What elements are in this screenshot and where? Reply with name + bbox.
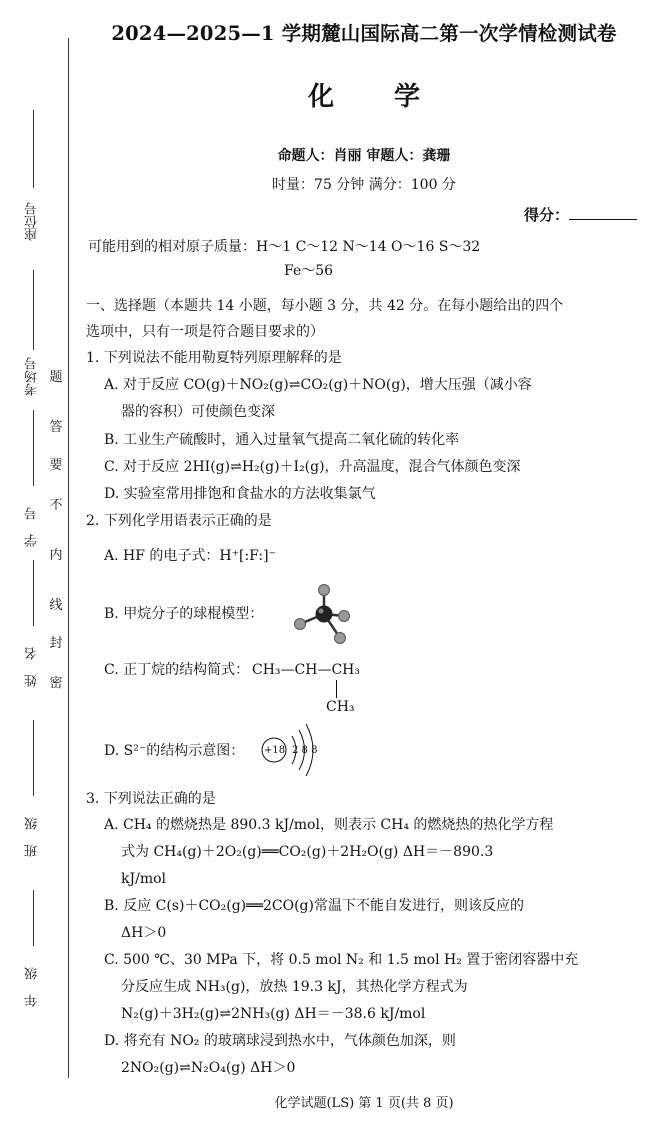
q1-option-d: D. 实验室常用排饱和食盐水的方法收集氯气 xyxy=(104,486,376,502)
seat-label: 座位号 xyxy=(25,202,40,242)
margin-field-student-no xyxy=(22,410,44,550)
q3-option-c-cont: 分反应生成 NH₃(g)，放热 19.3 kJ，其热化学方程式为 xyxy=(121,979,468,995)
question-stem: 2. 下列化学用语表示正确的是 xyxy=(86,513,272,529)
q3-option-d: D. 将充有 NO₂ 的玻璃球浸到热水中，气体颜色加深，则 xyxy=(104,1033,456,1049)
subject-title: 化学 xyxy=(307,82,480,112)
butane-branch-bond xyxy=(336,680,337,698)
question-stem: 1. 下列说法不能用勒夏特列原理解释的是 xyxy=(86,350,342,366)
seal-char: 要 xyxy=(49,458,63,473)
score-field xyxy=(524,204,637,225)
page-footer: 化学试题(LS) 第 1 页(共 8 页) xyxy=(274,1096,454,1111)
methane-model-image xyxy=(288,580,358,650)
binding-line xyxy=(68,38,69,1078)
q3-option-a-cont: 式为 CH₄(g)＋2O₂(g)══CO₂(g)＋2H₂O(g) ΔH＝－890.3 xyxy=(121,844,494,860)
seal-char: 封 xyxy=(49,636,63,651)
q1-option-a: A. 对于反应 CO(g)＋NO₂(g)⇌CO₂(g)＋NO(g)，增大压强（减小容 xyxy=(104,377,532,393)
q3-option-d-cont: 2NO₂(g)⇌N₂O₄(g) ΔH＞0 xyxy=(121,1060,296,1076)
atomic-masses-line1: 可能用到的相对原子质量：H～1 C～12 N～14 O～16 S～32 xyxy=(88,239,481,255)
margin-field-name xyxy=(22,560,44,710)
binding-margin xyxy=(0,0,74,1122)
seal-char: 答 xyxy=(49,420,63,435)
carbon-atom xyxy=(316,606,333,623)
seal-char: 线 xyxy=(49,598,63,613)
grade-label: 年级 xyxy=(25,953,40,1007)
room-blank[interactable] xyxy=(33,270,34,350)
seat-blank[interactable] xyxy=(33,110,34,188)
q3-option-c-cont: N₂(g)＋3H₂(g)⇌2NH₃(g) ΔH＝－38.6 kJ/mol xyxy=(121,1006,426,1022)
name-label: 姓名 xyxy=(25,633,40,687)
atomic-masses-line2: Fe～56 xyxy=(284,263,334,279)
hydrogen-atom xyxy=(295,619,306,630)
nucleus-charge: +18 xyxy=(264,745,286,756)
margin-field-class xyxy=(22,720,44,880)
student-no-label: 学号 xyxy=(25,493,40,547)
q2-option-c: C. 正丁烷的结构简式： xyxy=(104,662,250,678)
q1-option-b: B. 工业生产硫酸时，通入过量氧气提高二氧化硫的转化率 xyxy=(104,432,460,448)
q3-option-a-cont: kJ/mol xyxy=(121,871,166,887)
section-heading: 一、选择题（本题共 14 小题，每小题 3 分，共 42 分。在每小题给出的四个 xyxy=(86,298,564,314)
hydrogen-atom xyxy=(339,611,350,622)
room-label: 考场号 xyxy=(25,357,40,397)
exam-title: 2024—2025—1 学期麓山国际高二第一次学情检测试卷 xyxy=(111,22,617,45)
seal-char: 题 xyxy=(49,370,63,385)
class-label: 班级 xyxy=(25,803,40,857)
butane-branch: CH₃ xyxy=(326,699,355,715)
seal-char: 不 xyxy=(49,498,63,513)
student-no-blank[interactable] xyxy=(33,410,34,486)
butane-formula: CH₃—CH—CH₃ xyxy=(252,662,360,678)
carbon-highlight xyxy=(319,609,324,614)
margin-field-grade xyxy=(22,890,44,1007)
question-stem: 3. 下列说法正确的是 xyxy=(86,791,216,807)
section-heading-cont: 选项中，只有一项是符合题目要求的） xyxy=(86,324,324,340)
q2-option-a: A. HF 的电子式：H⁺[:F:]⁻ xyxy=(104,548,276,564)
grade-blank[interactable] xyxy=(33,890,34,946)
score-blank[interactable] xyxy=(569,207,637,220)
class-blank[interactable] xyxy=(33,720,34,796)
q1-option-a-cont: 器的容积）可使颜色变深 xyxy=(121,404,275,420)
margin-field-room xyxy=(22,270,44,400)
q3-option-b-cont: ΔH＞0 xyxy=(121,925,167,941)
q3-option-a: A. CH₄ 的燃烧热是 890.3 kJ/mol，则表示 CH₄ 的燃烧热的热化学方程 xyxy=(104,817,554,833)
electron-counts: 2 8 8 xyxy=(292,745,318,756)
time-info: 时量：75 分钟 满分：100 分 xyxy=(272,177,456,193)
q2-option-d: D. S²⁻的结构示意图： xyxy=(104,743,245,759)
q3-option-b: B. 反应 C(s)＋CO₂(g)══2CO(g)常温下不能自发进行，则该反应的 xyxy=(104,898,524,914)
margin-field-seat xyxy=(22,110,44,260)
q3-option-c: C. 500 ℃、30 MPa 下，将 0.5 mol N₂ 和 1.5 mol H₂ 置于密闭容器中充 xyxy=(104,952,579,968)
seal-char: 内 xyxy=(49,548,63,563)
name-blank[interactable] xyxy=(33,560,34,626)
q1-option-c: C. 对于反应 2HI(g)⇌H₂(g)＋I₂(g)，升高温度，混合气体颜色变深 xyxy=(104,459,521,475)
q2-option-b: B. 甲烷分子的球棍模型： xyxy=(104,606,264,622)
score-label: 得分： xyxy=(524,206,570,224)
hydrogen-atom xyxy=(319,585,330,596)
seal-char: 密 xyxy=(49,676,63,691)
authors: 命题人：肖丽 审题人：龚珊 xyxy=(277,148,451,164)
hydrogen-atom xyxy=(335,633,346,644)
